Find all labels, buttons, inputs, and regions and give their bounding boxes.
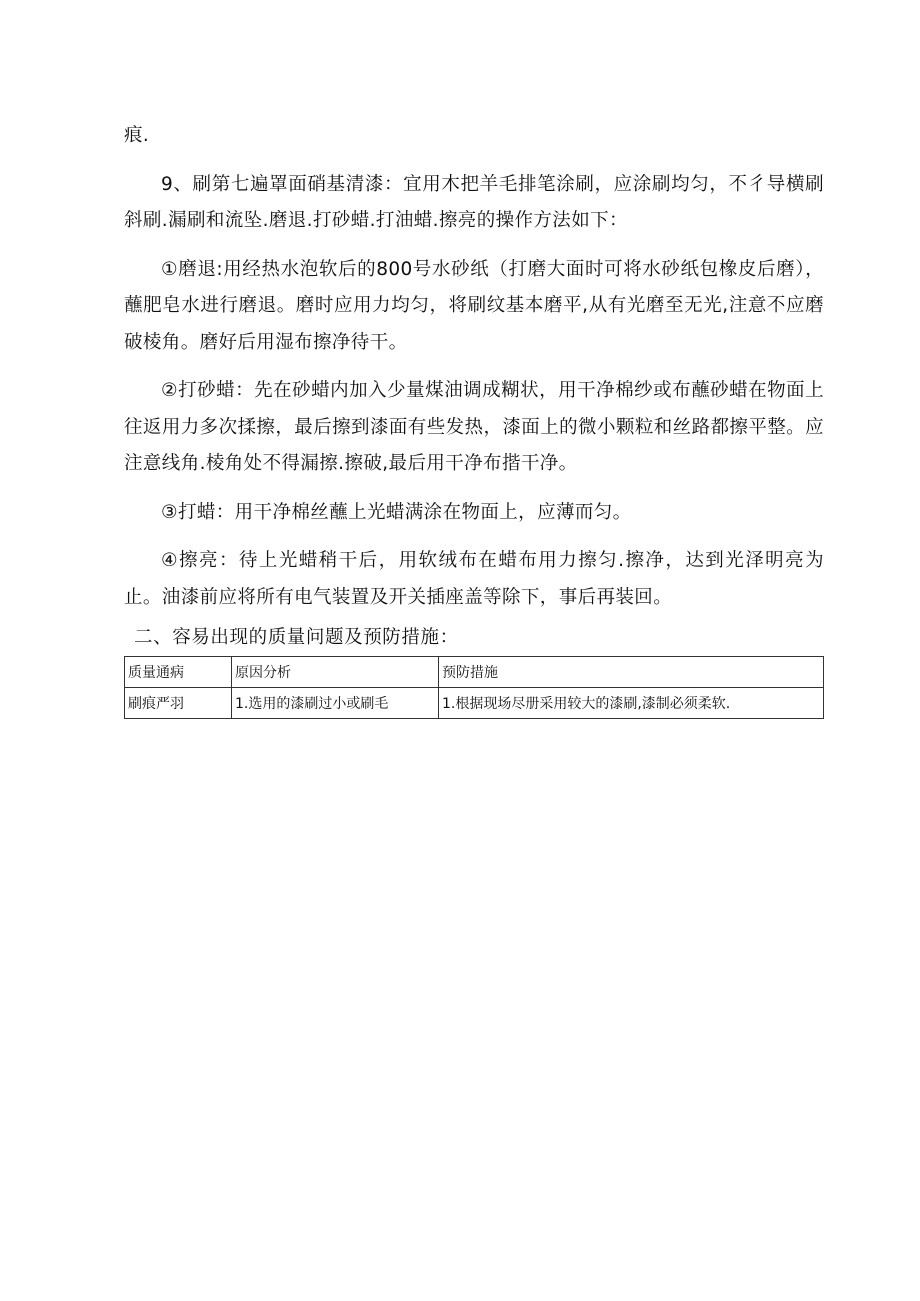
quality-issues-table xyxy=(124,656,824,719)
section-heading-quality-issues: 二、容易出现的质量问题及预防措施： xyxy=(134,627,459,648)
table-cell: 1.选用的漆刷过小或刷毛 xyxy=(232,688,439,719)
paragraph-waxing: ③打蜡：用干净棉丝蘸上光蜡满涂在物面上，应薄而匀。 xyxy=(161,501,632,523)
table-header-row xyxy=(125,657,824,688)
table-header-cell: 质量通病 xyxy=(125,657,232,688)
table-header-cell: 原因分析 xyxy=(232,657,439,688)
table-row xyxy=(125,688,824,719)
table-header-cell: 预防措施 xyxy=(439,657,824,688)
paragraph-sand-wax: ②打砂蜡：先在砂蜡内加入少量煤油调成糊状，用干净棉纱或布蘸砂蜡在物面上往返用力多次揉擦，最后擦到漆面有些发热，漆面上的微小颗粒和丝路都擦平整。应注意线角.棱角处不得漏擦.擦破,最后用干净布揩干净。 xyxy=(124,380,824,474)
paragraph-continuation: 痕. xyxy=(124,125,150,146)
table-cell: 刷痕严羽 xyxy=(125,688,232,719)
document-body xyxy=(124,118,824,719)
paragraph-sanding: ①磨退:用经热水泡软后的800号水砂纸（打磨大面时可将水砂纸包橡皮后磨），蘸肥皂水进行磨退。磨时应用力均匀，将刷纹基本磨平,从有光磨至无光,注意不应磨破棱角。磨好后用湿布擦净待干。 xyxy=(124,258,824,353)
paragraph-step-9: 9、刷第七遍罩面硝基清漆：宜用木把羊毛排笔涂刷，应涂刷均匀，不彳导横刷斜刷.漏刷和流坠.磨退.打砂蜡.打油蜡.擦亮的操作方法如下： xyxy=(124,173,824,231)
paragraph-polishing: ④擦亮：待上光蜡稍干后，用软绒布在蜡布用力擦匀.擦净，达到光泽明亮为止。油漆前应将所有电气装置及开关插座盖等除下，事后再装回。 xyxy=(124,550,824,608)
table-cell: 1.根据现场尽册采用较大的漆刷,漆制必须柔软. xyxy=(439,688,824,719)
